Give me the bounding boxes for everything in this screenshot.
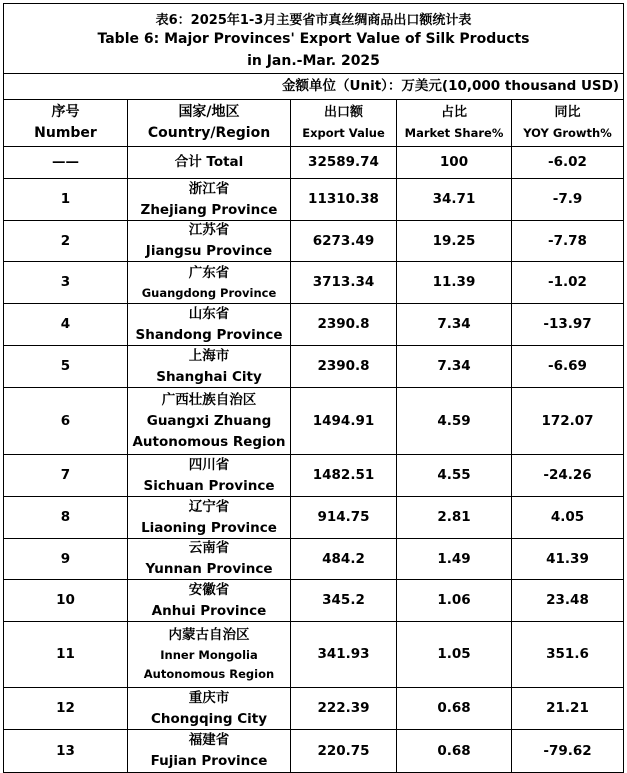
row-number: 5 <box>3 346 127 388</box>
row-share: 2.81 <box>396 497 511 539</box>
row-region: 内蒙古自治区 Inner Mongolia Autonomous Region <box>127 622 290 688</box>
table-title <box>3 3 624 74</box>
row-share: 1.49 <box>396 539 511 580</box>
table-row <box>3 580 624 622</box>
row-number: 7 <box>3 455 127 497</box>
row-export: 914.75 <box>290 497 396 539</box>
table-row <box>3 221 624 262</box>
total-row <box>3 147 624 179</box>
table-row <box>3 179 624 221</box>
table-row <box>3 730 624 773</box>
row-yoy: -1.02 <box>511 262 624 304</box>
row-export: 2390.8 <box>290 304 396 346</box>
table-row <box>3 346 624 388</box>
row-region: 广东省 Guangdong Province <box>127 262 290 304</box>
row-share: 4.55 <box>396 455 511 497</box>
row-share: 11.39 <box>396 262 511 304</box>
silk-export-table <box>3 3 624 773</box>
row-yoy: -7.78 <box>511 221 624 262</box>
row-region: 安徽省 Anhui Province <box>127 580 290 622</box>
row-share: 0.68 <box>396 688 511 730</box>
row-share: 19.25 <box>396 221 511 262</box>
row-share: 7.34 <box>396 304 511 346</box>
row-export: 345.2 <box>290 580 396 622</box>
title-en: Table 6: Major Provinces' Export Value of Silk Products <box>97 31 530 47</box>
header-row <box>3 99 624 147</box>
total-yoy: -6.02 <box>511 147 624 179</box>
header-share: 占比 Market Share% <box>396 99 511 147</box>
table-row <box>3 455 624 497</box>
total-export: 32589.74 <box>290 147 396 179</box>
row-yoy: 21.21 <box>511 688 624 730</box>
row-region: 广西壮族自治区 Guangxi Zhuang Autonomous Region <box>127 388 290 455</box>
row-share: 0.68 <box>396 730 511 773</box>
table-row <box>3 304 624 346</box>
table-row <box>3 497 624 539</box>
row-export: 220.75 <box>290 730 396 773</box>
row-region: 江苏省 Jiangsu Province <box>127 221 290 262</box>
row-number: 9 <box>3 539 127 580</box>
row-export: 3713.34 <box>290 262 396 304</box>
row-number: 12 <box>3 688 127 730</box>
title-en-period: in Jan.-Mar. 2025 <box>247 53 380 69</box>
row-number: 11 <box>3 622 127 688</box>
row-number: 6 <box>3 388 127 455</box>
row-region: 上海市 Shanghai City <box>127 346 290 388</box>
header-yoy: 同比 YOY Growth% <box>511 99 624 147</box>
row-export: 6273.49 <box>290 221 396 262</box>
row-export: 341.93 <box>290 622 396 688</box>
total-label: 合计 Total <box>127 147 290 179</box>
row-export: 222.39 <box>290 688 396 730</box>
row-region: 浙江省 Zhejiang Province <box>127 179 290 221</box>
row-share: 7.34 <box>396 346 511 388</box>
unit-note: 金额单位（Unit）：万美元(10,000 thousand USD) <box>3 73 624 100</box>
row-export: 484.2 <box>290 539 396 580</box>
row-yoy: 23.48 <box>511 580 624 622</box>
header-region: 国家/地区 Country/Region <box>127 99 290 147</box>
total-number: —— <box>3 147 127 179</box>
row-number: 13 <box>3 730 127 773</box>
row-number: 2 <box>3 221 127 262</box>
title-cn: 表6：2025年1-3月主要省市真丝绸商品出口额统计表 <box>155 13 472 28</box>
row-region: 重庆市 Chongqing City <box>127 688 290 730</box>
table-row <box>3 688 624 730</box>
row-yoy: -79.62 <box>511 730 624 773</box>
row-number: 1 <box>3 179 127 221</box>
table-row <box>3 388 624 455</box>
row-yoy: 4.05 <box>511 497 624 539</box>
row-yoy: 41.39 <box>511 539 624 580</box>
row-number: 3 <box>3 262 127 304</box>
total-share: 100 <box>396 147 511 179</box>
row-yoy: 172.07 <box>511 388 624 455</box>
row-yoy: -6.69 <box>511 346 624 388</box>
row-region: 云南省 Yunnan Province <box>127 539 290 580</box>
table-row <box>3 622 624 688</box>
header-export: 出口额 Export Value <box>290 99 396 147</box>
row-share: 34.71 <box>396 179 511 221</box>
row-region: 四川省 Sichuan Province <box>127 455 290 497</box>
row-yoy: 351.6 <box>511 622 624 688</box>
row-yoy: -13.97 <box>511 304 624 346</box>
row-number: 4 <box>3 304 127 346</box>
table-row <box>3 539 624 580</box>
row-number: 8 <box>3 497 127 539</box>
row-yoy: -24.26 <box>511 455 624 497</box>
row-share: 4.59 <box>396 388 511 455</box>
row-export: 11310.38 <box>290 179 396 221</box>
row-region: 辽宁省 Liaoning Province <box>127 497 290 539</box>
header-number: 序号 Number <box>3 99 127 147</box>
row-region: 山东省 Shandong Province <box>127 304 290 346</box>
row-share: 1.06 <box>396 580 511 622</box>
row-region: 福建省 Fujian Province <box>127 730 290 773</box>
row-share: 1.05 <box>396 622 511 688</box>
row-number: 10 <box>3 580 127 622</box>
table-row <box>3 262 624 304</box>
row-yoy: -7.9 <box>511 179 624 221</box>
row-export: 1482.51 <box>290 455 396 497</box>
row-export: 1494.91 <box>290 388 396 455</box>
row-export: 2390.8 <box>290 346 396 388</box>
